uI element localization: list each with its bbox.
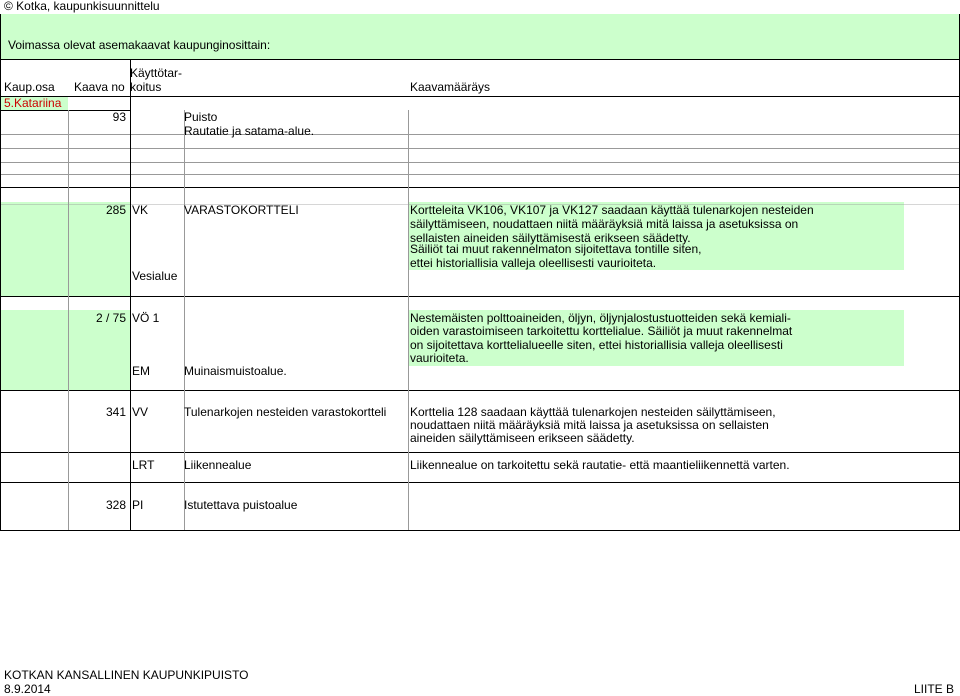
row2-75-reg-line1: Nestemäisten polttoaineiden, öljyn, öljynjalostustuotteiden sekä kemiali- (410, 311, 791, 325)
row341-reg-line3: aineiden säilyttämiseen erikseen säädetty. (410, 431, 635, 445)
row93-desc2: Rautatie ja satama-alue. (184, 124, 315, 138)
row2-75-code2: EM (132, 364, 150, 378)
column-header-kayttotarkoitus-line1: Käyttötar- (130, 66, 183, 80)
column-header-kaavamaarays: Kaavamääräys (410, 80, 491, 94)
row2-75-code: VÖ 1 (132, 311, 160, 325)
footer-appendix: LIITE B (913, 682, 954, 696)
row341-reg-line1: Korttelia 128 saadaan käyttää tulenarkojen nesteiden säilyttämiseen, (410, 405, 776, 419)
footer-org: KOTKAN KANSALLINEN KAUPUNKIPUISTO (4, 668, 249, 682)
row285-desc: VARASTOKORTTELI (184, 203, 299, 217)
district-label: 5.Katariina (4, 96, 62, 110)
row285-code: VK (132, 203, 149, 217)
rowLRT-desc: Liikennealue (184, 458, 252, 472)
row2-75-reg-line2: oiden varastoimiseen tarkoitettu korttelialue. Säiliöt ja muut rakennelmat (410, 324, 793, 338)
row341-code: VV (132, 405, 149, 419)
row328-kaava-no: 328 (105, 498, 126, 512)
row285-reg-line1: Kortteleita VK106, VK107 ja VK127 saadaan käyttää tulenarkojen nesteiden (410, 203, 814, 217)
row93-kaava-no: 93 (112, 110, 126, 124)
row285-reg-line4: Säiliöt tai muut rakennelmaton sijoitettava tontille siten, (410, 242, 702, 256)
row2-75-reg-line3: on sijoitettava korttelialueelle siten, ettei historiallisia valleja oleellisesti (410, 338, 783, 352)
footer-date: 8.9.2014 (4, 682, 51, 696)
row285-reg-line3: sellaisten aineiden säilyttämisestä erikseen säädetty. (410, 231, 691, 245)
copyright-text: © Kotka, kaupunkisuunnittelu (4, 0, 160, 13)
row341-reg-line2: noudattaen niitä määräyksiä mitä laissa ja asetuksissa on sellaisten (410, 418, 769, 432)
row93-desc1: Puisto (184, 110, 218, 124)
row341-kaava-no: 341 (105, 405, 126, 419)
rowLRT-code: LRT (132, 458, 155, 472)
row285-reg-line5: ettei historiallisia valleja oleellisesti vaurioiteta. (410, 256, 657, 270)
row341-desc: Tulenarkojen nesteiden varastokortteli (184, 405, 387, 419)
row2-75-desc2: Muinaismuistoalue. (184, 364, 287, 378)
row2-75-kaava-no: 2 / 75 (95, 311, 126, 325)
row328-desc: Istutettava puistoalue (184, 498, 298, 512)
row285-kaava-no: 285 (105, 203, 126, 217)
row285-reg-line2: säilyttämiseen, noudattaen niitä määräyksiä mitä laissa ja asetuksissa on (410, 217, 799, 231)
row2-75-reg-line4: vaurioiteta. (410, 351, 469, 365)
row285-code2: Vesialue (132, 269, 178, 283)
page-title: Voimassa olevat asemakaavat kaupunginosittain: (8, 38, 271, 52)
column-header-kaava-no: Kaava no (74, 80, 125, 94)
column-header-kayttotarkoitus-line2: koitus (130, 80, 162, 94)
column-header-kaup-osa: Kaup.osa (4, 80, 55, 94)
rowLRT-reg: Liikennealue on tarkoitettu sekä rautatie- että maantieliikennettä varten. (410, 458, 790, 472)
row328-code: PI (132, 498, 144, 512)
